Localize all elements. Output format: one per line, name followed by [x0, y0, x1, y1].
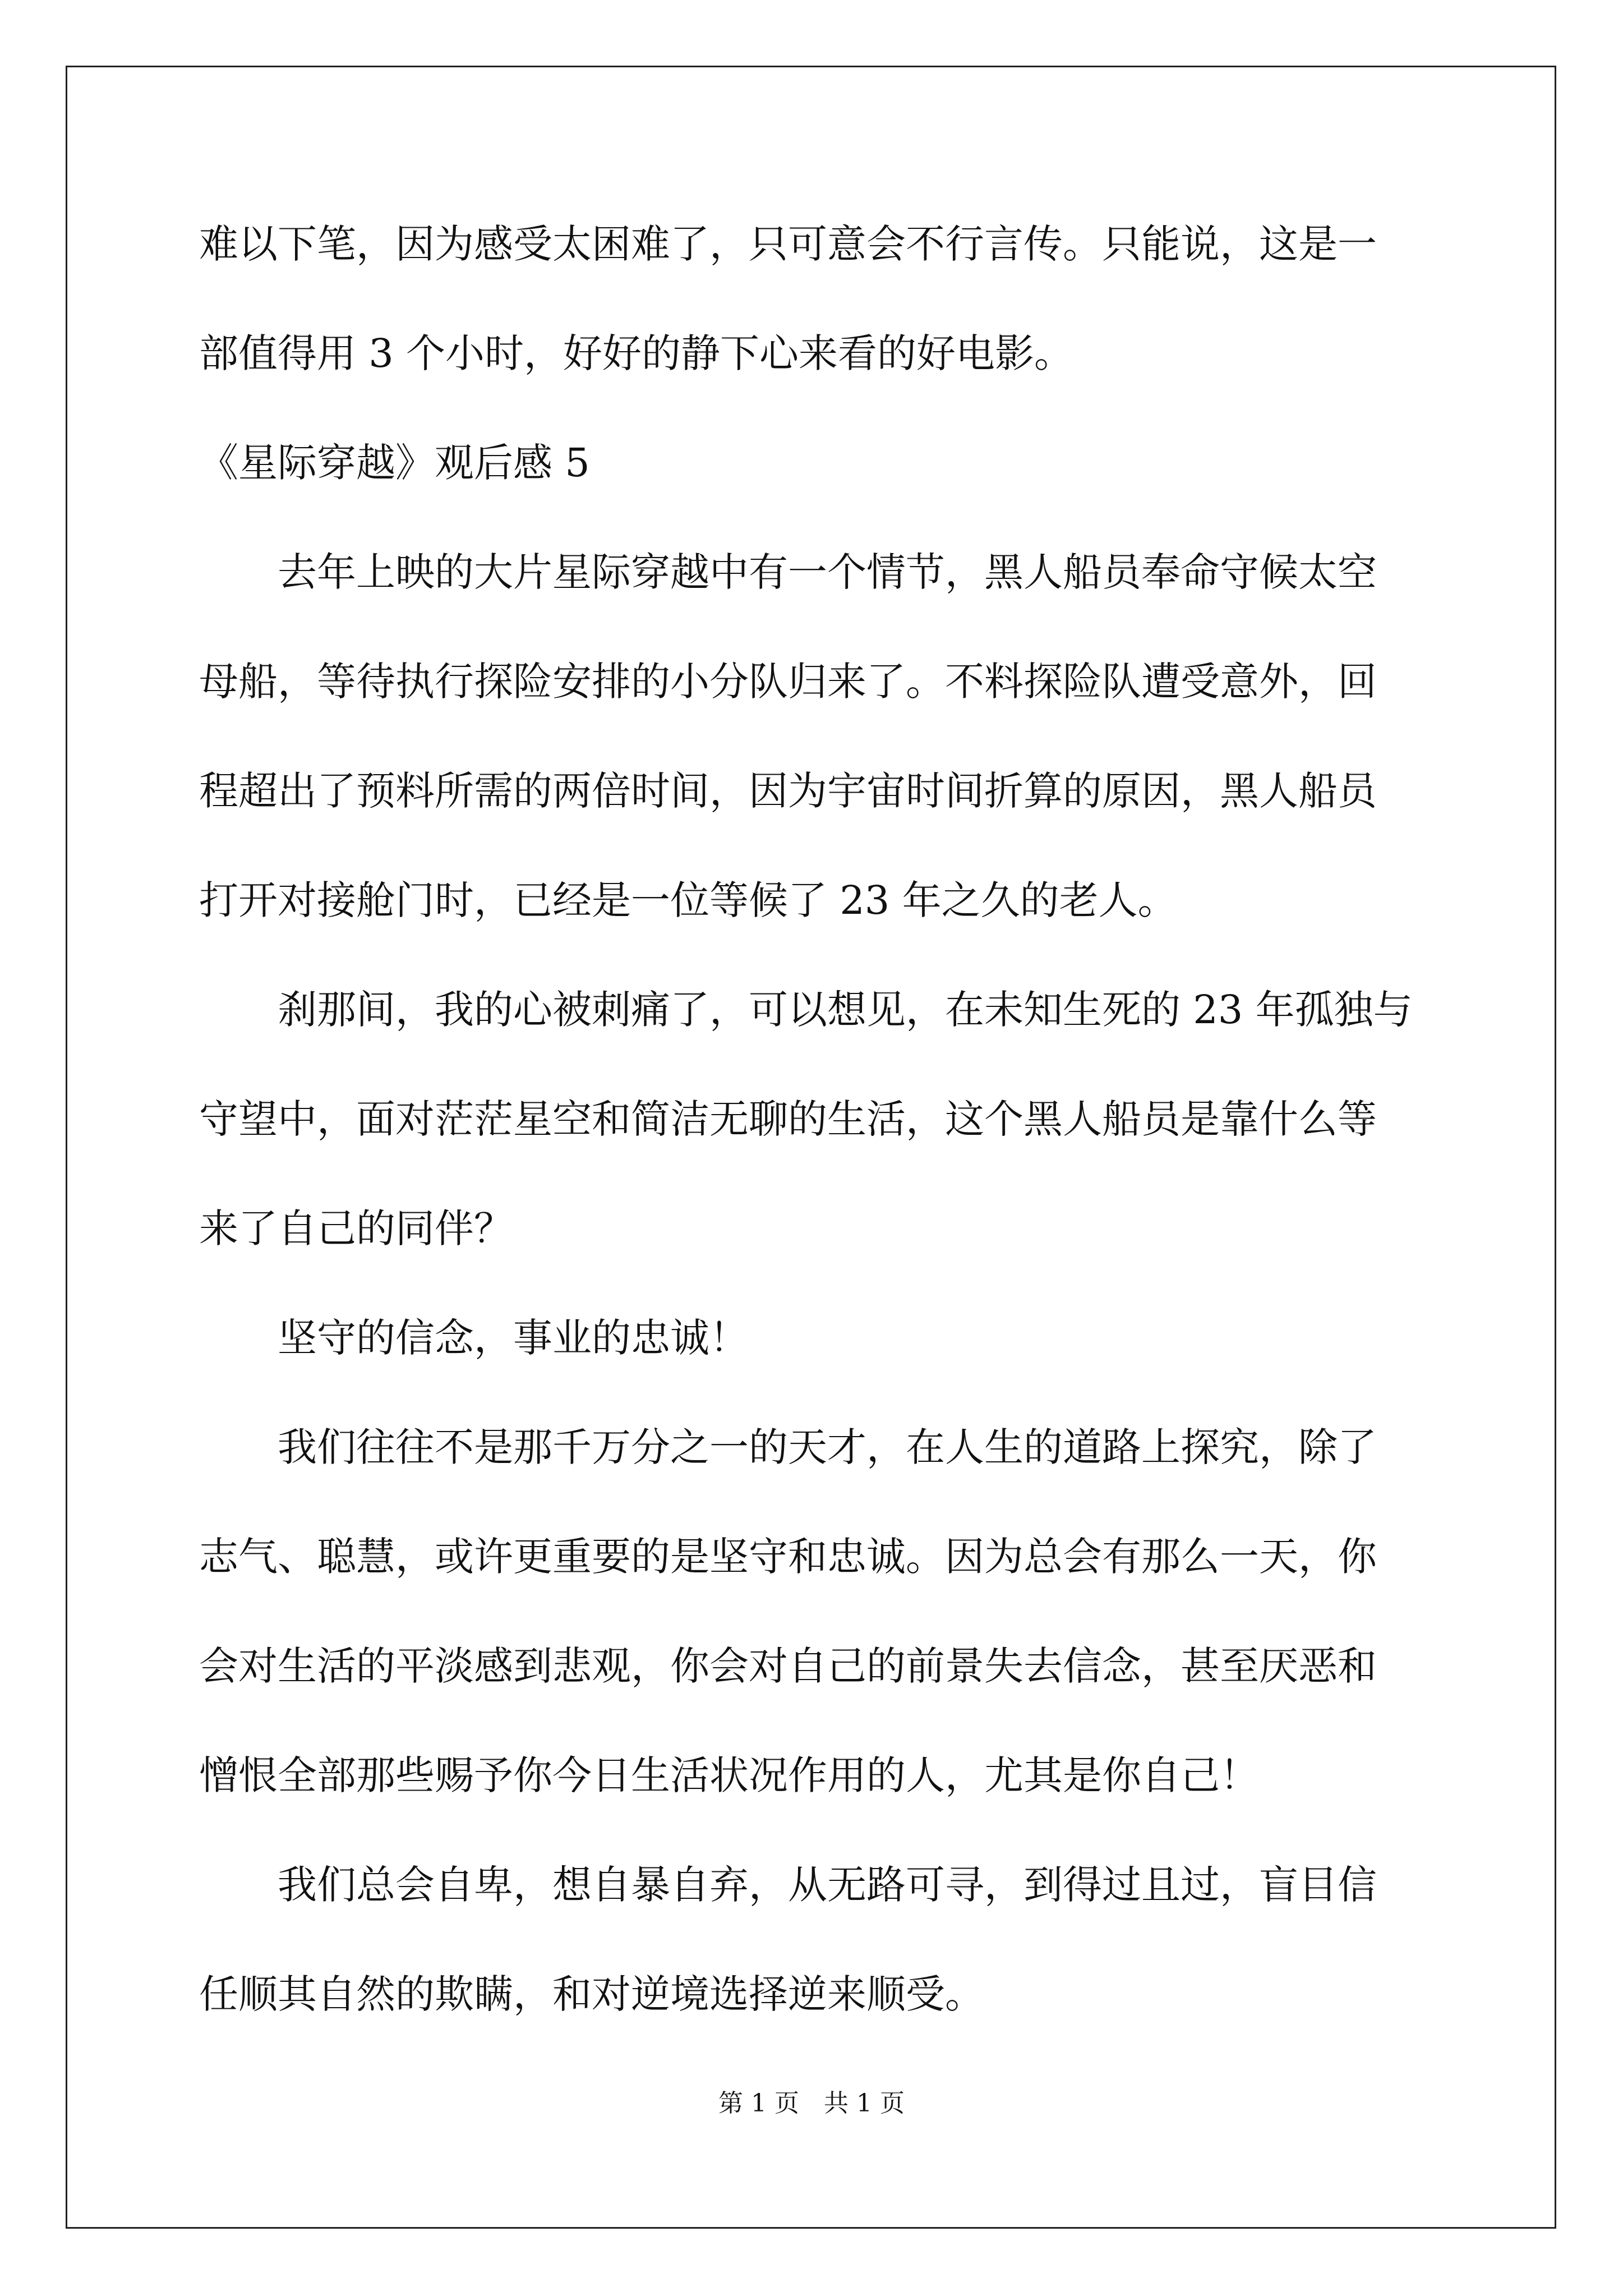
paragraph-line: 守望中，面对茫茫星空和简洁无聊的生活，这个黑人船员是靠什么等: [199, 1096, 1377, 1142]
page-number: 第 1 页 共 1 页: [718, 2089, 905, 2118]
paragraph-line: 程超出了预料所需的两倍时间，因为宇宙时间折算的原因，黑人船员: [199, 768, 1377, 814]
paragraph-line: 任顺其自然的欺瞒，和对逆境选择逆来顺受。: [199, 1971, 984, 2017]
paragraph-line: 志气、聪慧，或许更重要的是坚守和忠诚。因为总会有那么一天，你: [199, 1534, 1377, 1580]
paragraph-line: 部值得用 3 个小时，好好的静下心来看的好电影。: [199, 330, 1074, 376]
paragraph-line: 打开对接舱门时，已经是一位等候了 23 年之久的老人。: [199, 877, 1177, 923]
paragraph-line: 来了自己的同伴？: [199, 1205, 513, 1251]
paragraph-line: 母船，等待执行探险安排的小分队归来了。不料探险队遭受意外，回: [199, 659, 1377, 705]
paragraph-line: 难以下笔，因为感受太困难了，只可意会不行言传。只能说，这是一: [199, 221, 1377, 267]
paragraph-line: 去年上映的大片星际穿越中有一个情节，黑人船员奉命守候太空: [278, 549, 1377, 595]
paragraph-line: 坚守的信念，事业的忠诚！: [278, 1315, 749, 1361]
paragraph-line: 我们总会自卑，想自暴自弃，从无路可寻，到得过且过，盲目信: [278, 1862, 1377, 1908]
paragraph-line: 我们往往不是那千万分之一的天才，在人生的道路上探究，除了: [278, 1424, 1377, 1470]
section-heading: 《星际穿越》观后感 5: [199, 440, 590, 486]
paragraph-line: 刹那间，我的心被刺痛了，可以想见，在未知生死的 23 年孤独与: [278, 987, 1413, 1033]
paragraph-line: 会对生活的平淡感到悲观，你会对自己的前景失去信念，甚至厌恶和: [199, 1643, 1377, 1689]
paragraph-line: 憎恨全部那些赐予你今日生活状况作用的人，尤其是你自己！: [199, 1752, 1259, 1798]
